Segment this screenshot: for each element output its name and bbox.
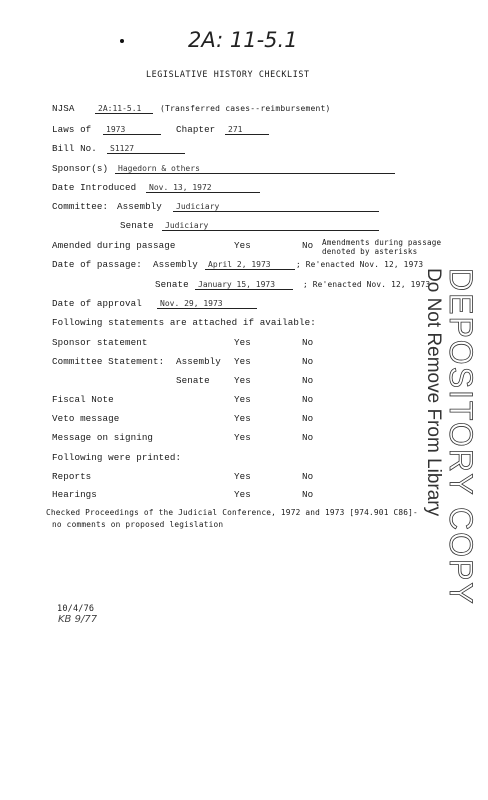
amended-note-line2: denoted by asterisks xyxy=(322,247,418,256)
njsa-note: (Transferred cases--reimbursement) xyxy=(160,104,331,113)
printed-heading: Following were printed: xyxy=(52,452,182,463)
committee-senate-value: Judiciary xyxy=(162,221,379,231)
footer-date: 10/4/76 xyxy=(57,604,95,614)
reports-no: No xyxy=(302,471,314,482)
handwritten-section-number: 2A: 11-5.1 xyxy=(188,28,298,52)
bill-no-label: Bill No. xyxy=(52,143,97,154)
bill-no-value: S1127 xyxy=(107,144,185,154)
amended-label: Amended during passage xyxy=(52,240,176,251)
sponsors-label: Sponsor(s) xyxy=(52,163,109,174)
hearings-no: No xyxy=(302,489,314,500)
signing-message-label: Message on signing xyxy=(52,432,154,443)
committee-statement-assembly-no: No xyxy=(302,356,314,367)
date-introduced-label: Date Introduced xyxy=(52,182,137,193)
document-title: LEGISLATIVE HISTORY CHECKLIST xyxy=(146,69,310,79)
reports-yes: Yes xyxy=(234,471,251,482)
amended-yes: Yes xyxy=(234,240,251,251)
hearings-label: Hearings xyxy=(52,489,97,500)
committee-statement-assembly-label: Assembly xyxy=(176,356,221,367)
sponsor-statement-label: Sponsor statement xyxy=(52,337,148,348)
statements-heading: Following statements are attached if available: xyxy=(52,317,316,328)
approval-value: Nov. 29, 1973 xyxy=(157,299,257,309)
remarks-line-2: no comments on proposed legislation xyxy=(52,520,224,529)
sponsors-value: Hagedorn & others xyxy=(115,164,395,174)
amended-note-line1: Amendments during passage xyxy=(322,238,442,247)
sponsor-statement-yes: Yes xyxy=(234,337,251,348)
passage-assembly-reenacted: ; Re'enacted Nov. 12, 1973 xyxy=(296,260,424,269)
laws-of-label: Laws of xyxy=(52,124,92,135)
veto-message-no: No xyxy=(302,413,314,424)
amended-no: No xyxy=(302,240,314,251)
hearings-yes: Yes xyxy=(234,489,251,500)
bullet-mark xyxy=(120,39,124,43)
veto-message-yes: Yes xyxy=(234,413,251,424)
passage-senate-label: Senate xyxy=(155,279,189,290)
reports-label: Reports xyxy=(52,471,92,482)
signing-message-yes: Yes xyxy=(234,432,251,443)
fiscal-note-no: No xyxy=(302,394,314,405)
committee-label: Committee: xyxy=(52,201,109,212)
passage-assembly-value: April 2, 1973 xyxy=(205,260,295,270)
depository-copy-stamp xyxy=(422,268,478,606)
passage-assembly-label: Assembly xyxy=(153,259,198,270)
njsa-value: 2A:11-5.1 xyxy=(95,104,153,114)
stamp-line-1: DEPOSITORY COPY xyxy=(443,268,479,606)
committee-senate-label: Senate xyxy=(120,220,154,231)
committee-statement-senate-label: Senate xyxy=(176,375,210,386)
committee-statement-senate-no: No xyxy=(302,375,314,386)
passage-senate-reenacted: ; Re'enacted Nov. 12, 1973 xyxy=(303,280,431,289)
committee-statement-assembly-yes: Yes xyxy=(234,356,251,367)
date-introduced-value: Nov. 13, 1972 xyxy=(146,183,260,193)
stamp-line-2: Do Not Remove From Library xyxy=(423,268,444,517)
passage-label: Date of passage: xyxy=(52,259,142,270)
committee-statement-label: Committee Statement: xyxy=(52,356,165,367)
fiscal-note-yes: Yes xyxy=(234,394,251,405)
veto-message-label: Veto message xyxy=(52,413,120,424)
committee-statement-senate-yes: Yes xyxy=(234,375,251,386)
approval-label: Date of approval xyxy=(52,298,142,309)
laws-of-value: 1973 xyxy=(103,125,161,135)
committee-assembly-value: Judiciary xyxy=(173,202,379,212)
njsa-label: NJSA xyxy=(52,103,75,114)
signing-message-no: No xyxy=(302,432,314,443)
remarks-line-1: Checked Proceedings of the Judicial Conference, 1972 and 1973 [974.901 C86]- xyxy=(46,508,418,517)
committee-assembly-label: Assembly xyxy=(117,201,162,212)
chapter-value: 271 xyxy=(225,125,269,135)
passage-senate-value: January 15, 1973 xyxy=(195,280,293,290)
chapter-label: Chapter xyxy=(176,124,216,135)
footer-initials: KB 9/77 xyxy=(58,614,98,625)
sponsor-statement-no: No xyxy=(302,337,314,348)
fiscal-note-label: Fiscal Note xyxy=(52,394,114,405)
